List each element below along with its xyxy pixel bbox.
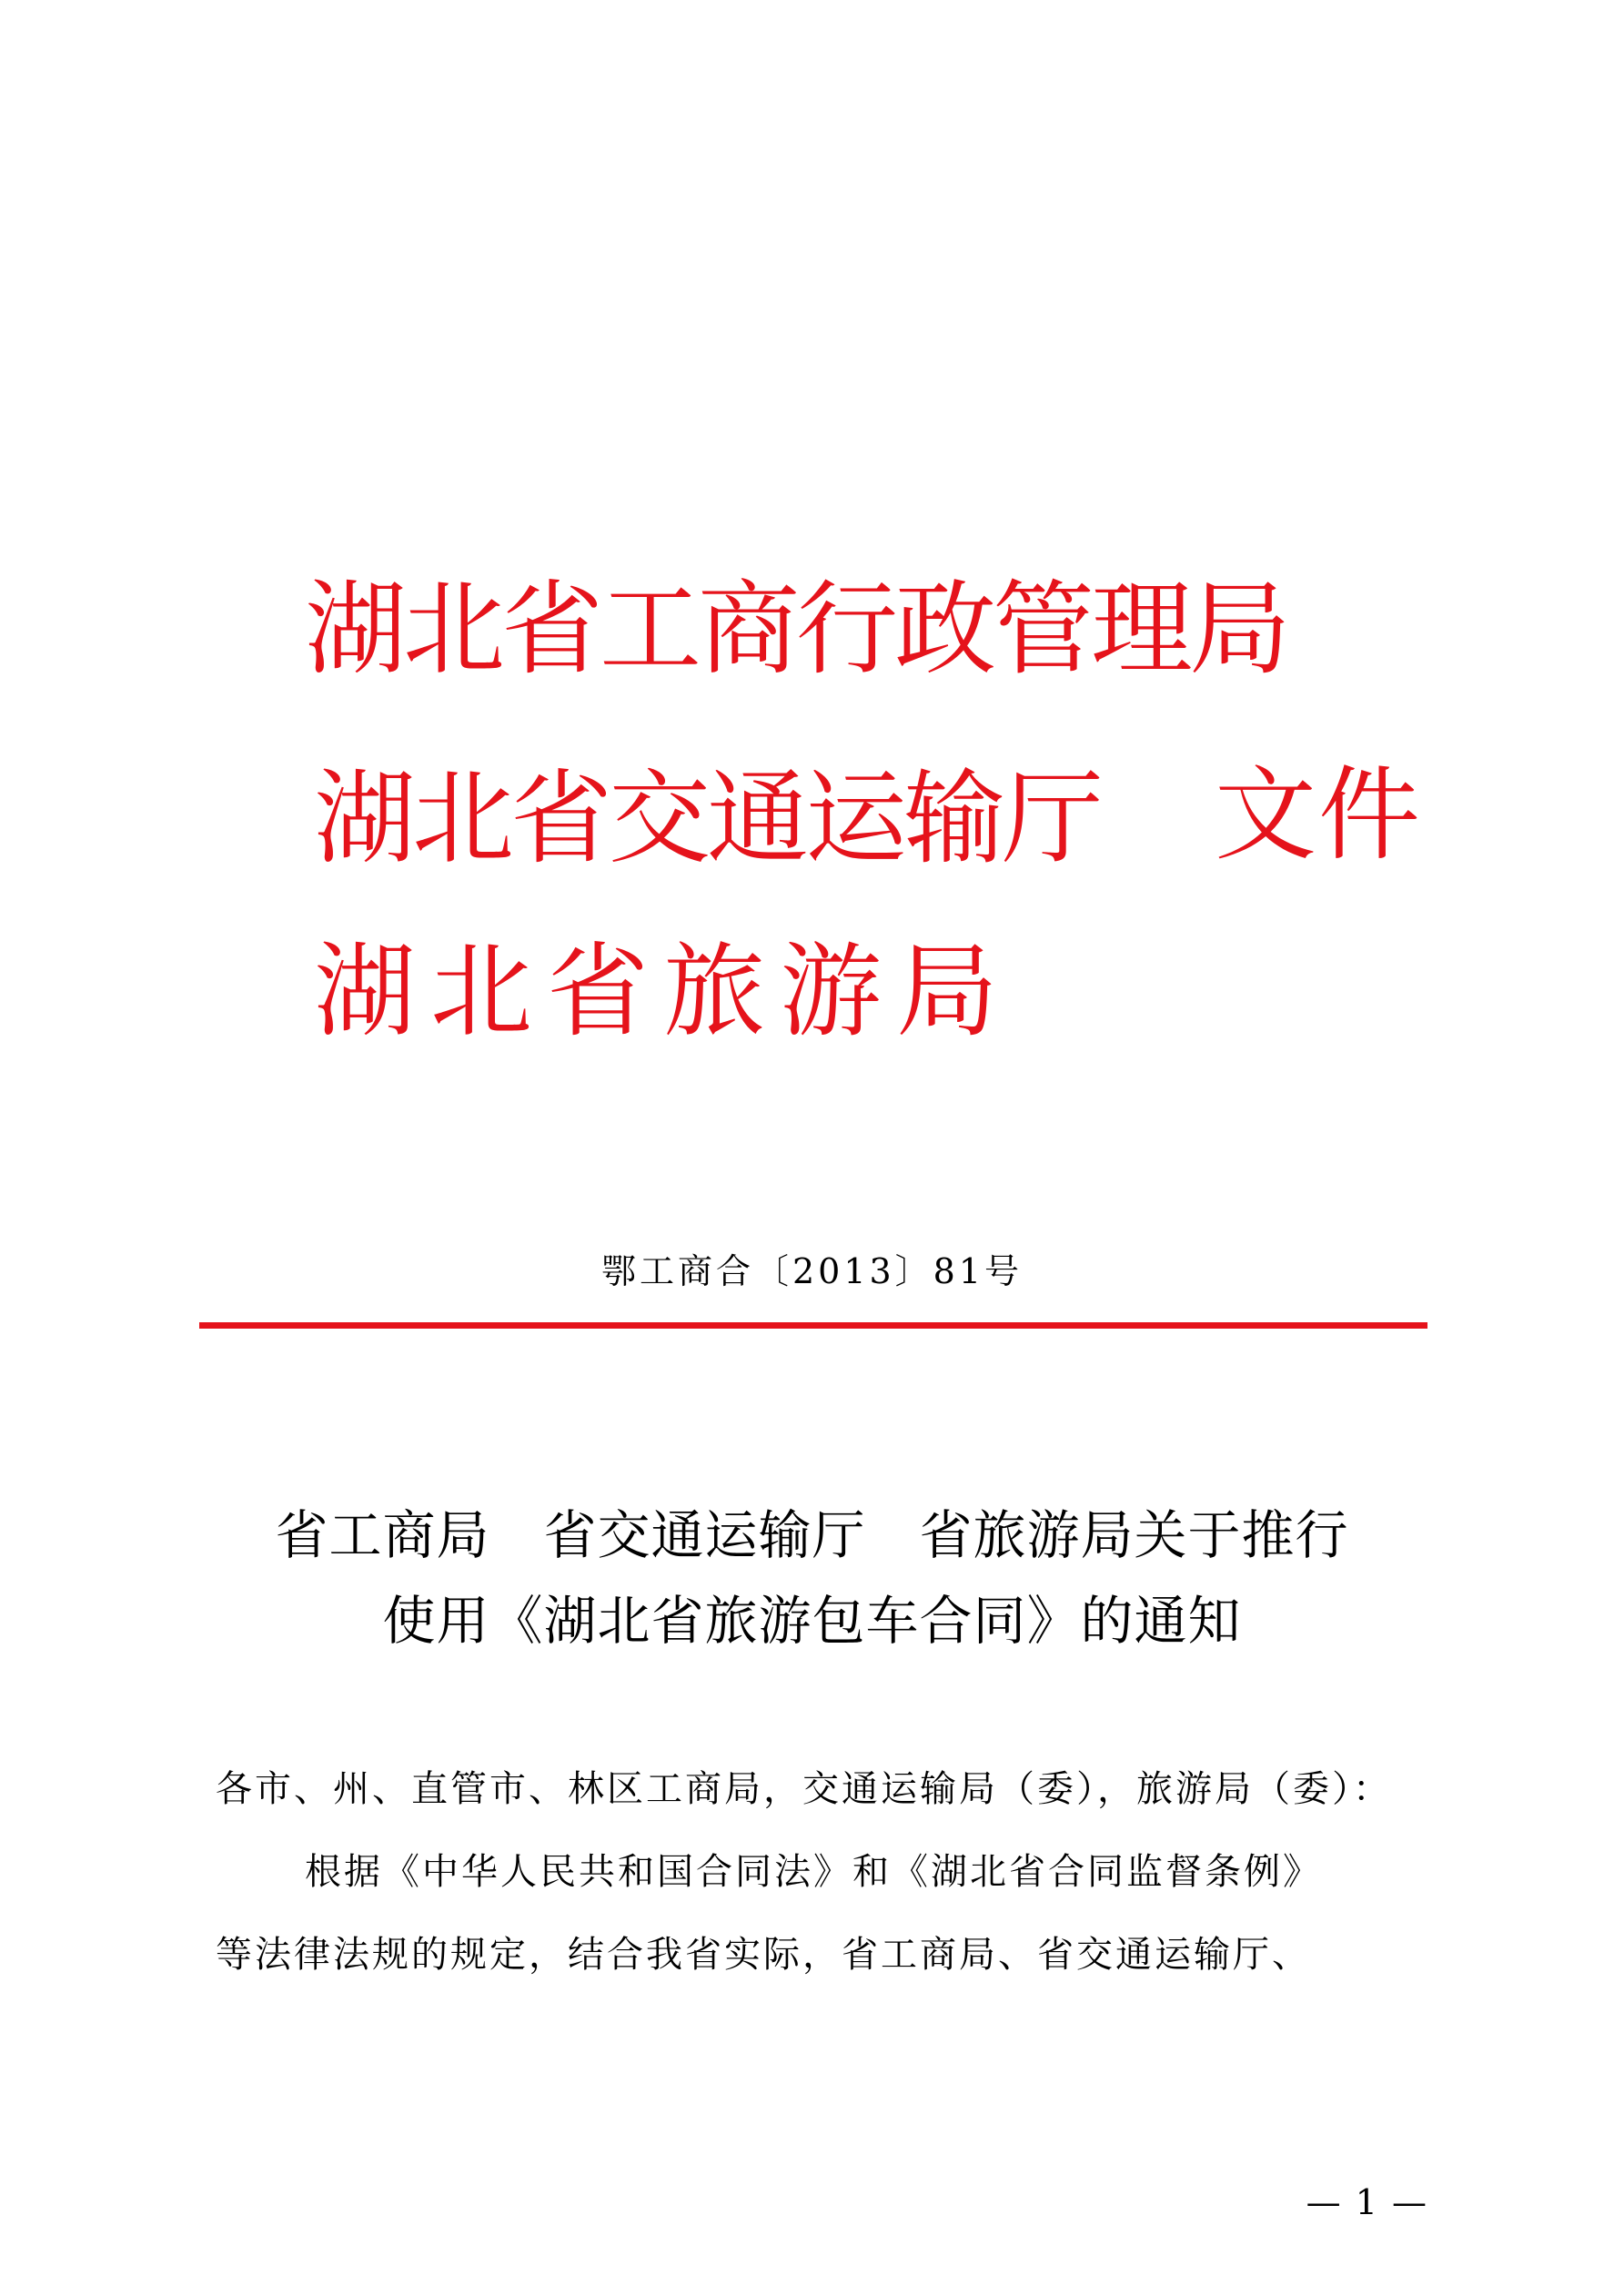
body-paragraph-line: 根据《中华人民共和国合同法》和《湖北省合同监督条例》 — [305, 1851, 1322, 1893]
page-number: — 1 — — [1306, 2182, 1428, 2222]
letterhead-suffix: 文件 — [1215, 756, 1422, 875]
issuer-name: 湖北省旅游局 — [314, 933, 1013, 1051]
issuer-name: 湖北省工商行政管理局 — [305, 571, 1287, 689]
document-number: 鄂工商合〔2013〕81号 — [600, 1251, 1024, 1291]
notice-title-line1: 省工商局 省交通运输厅 省旅游局关于推行 — [275, 1504, 1349, 1566]
red-divider — [199, 1322, 1427, 1329]
salutation: 各市、州、直管市、林区工商局，交通运输局（委），旅游局（委）： — [216, 1768, 1392, 1810]
body-paragraph-line: 等法律法规的规定，结合我省实际，省工商局、省交通运输厅、 — [216, 1934, 1311, 1976]
issuer-name: 湖北省交通运输厅 — [314, 760, 1100, 878]
notice-title-line2: 使用《湖北省旅游包车合同》的通知 — [382, 1590, 1242, 1652]
